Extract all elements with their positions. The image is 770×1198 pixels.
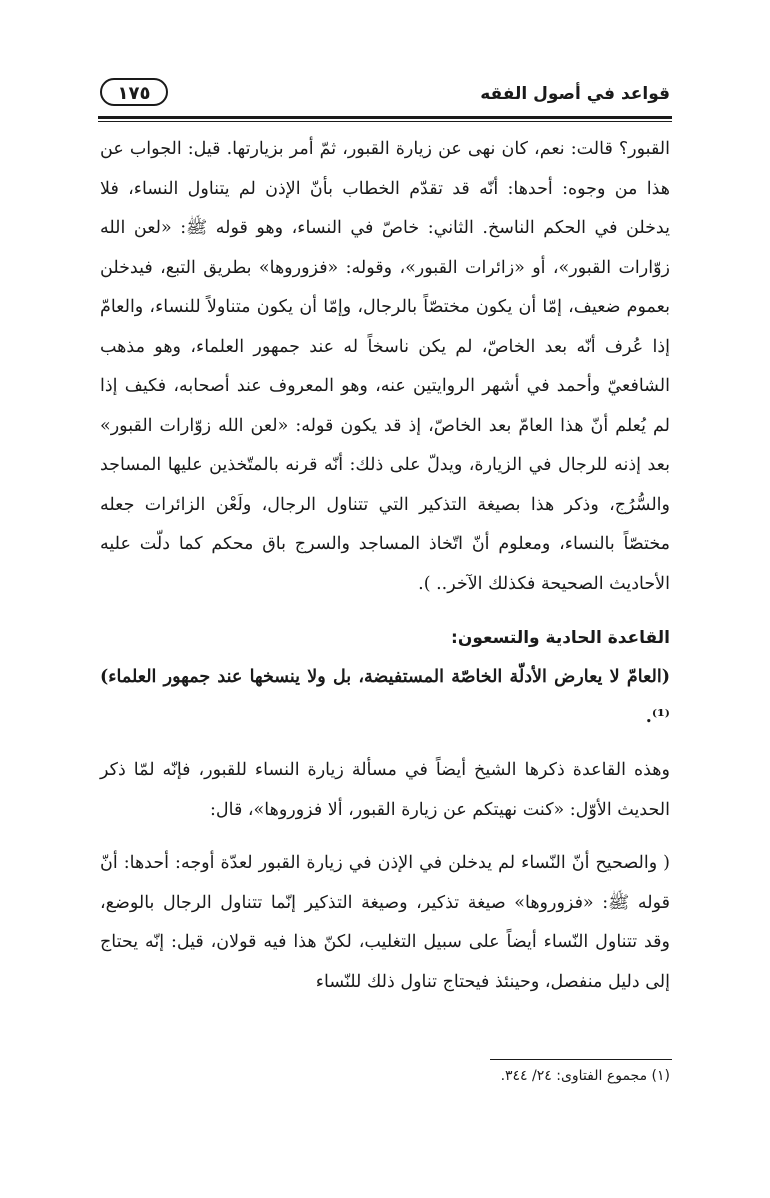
footnote-separator <box>490 1059 672 1060</box>
paragraph-quotation: ( والصحيح أنّ النّساء لم يدخلن في الإذن في زيارة القبور لعدّة أوجه: أحدها: أنّ قوله ﷺ: «فزوروها» صيغة تذكير، وصيغة التذكير إنّما تتناول الرجال بالوضع، وقد تتناول النّساء أيضاً على سبيل التغليب، لكنّ هذا فيه قولان، قيل: إنّه يحتاج إلى دليل منفصل، وحينئذ فيحتاج تناول ذلك للنّساء <box>100 853 670 992</box>
spacer <box>100 604 670 618</box>
footnote: (١) مجموع الفتاوى: ٢٤/ ٣٤٤. <box>500 1068 670 1084</box>
page-body <box>100 130 670 1002</box>
header-rule-thin <box>98 121 672 122</box>
page-number-badge: ١٧٥ <box>100 78 168 106</box>
rule-heading: القاعدة الحادية والتسعون: <box>451 628 670 648</box>
paragraph-continuation: القبور؟ قالت: نعم، كان نهى عن زيارة القبور، ثمّ أمر بزيارتها. قيل: الجواب عن هذا من وجوه: أحدها: أنّه قد تقدّم الخطاب بأنّ الإذن لم يتناول النساء، فلا يدخلن في الحكم الناسخ. الثاني: خاصّ في النساء، وهو قوله ﷺ: «لعن الله زوّارات القبور»، أو «زائرات القبور»، وقوله: «فزوروها» بطريق التبع، فيدخلن بعموم ضعيف، إمّا أن يكون مختصّاً بالرجال، وإمّا أن يكون متناولاً للنساء، والعامّ إذا عُرف أنّه بعد الخاصّ، لم يكن ناسخاً له عند جمهور العلماء، وهو مذهب الشافعيّ وأحمد في أشهر الروايتين عنه، وهو المعروف عند أصحابه، فكيف إذا لم يُعلم أنّ هذا العامّ بعد الخاصّ، إذ قد يكون قوله: «لعن الله زوّارات القبور» بعد إذنه للرجال في الزيارة، ويدلّ على ذلك: أنّه قرنه بالمتّخذين عليها المساجد والسُّرُج، وذكر هذا بصيغة التذكير التي تتناول الرجال، ولَعْن الزائرات جعله مختصّاً بالنساء، ومعلوم أنّ اتّخاذ المساجد والسرج باق محكم كما دلّت عليه الأحاديث الصحيحة فكذلك الآخر.. ). <box>100 139 670 594</box>
spacer <box>100 830 670 844</box>
spacer <box>100 737 670 751</box>
rule-statement: (العامّ لا يعارض الأدلّة الخاصّة المستفيضة، بل ولا ينسخها عند جمهور العلماء)⁽¹⁾. <box>100 667 670 727</box>
running-title: قواعد في أصول الفقه <box>480 84 670 104</box>
page-header <box>100 76 670 112</box>
paragraph-explanation: وهذه القاعدة ذكرها الشيخ أيضاً في مسألة زيارة النساء للقبور، فإنّه لمّا ذكر الحديث الأوّل: «كنت نهيتكم عن زيارة القبور، ألا فزوروها»، قال: <box>100 760 670 820</box>
header-rule-thick <box>98 116 672 119</box>
